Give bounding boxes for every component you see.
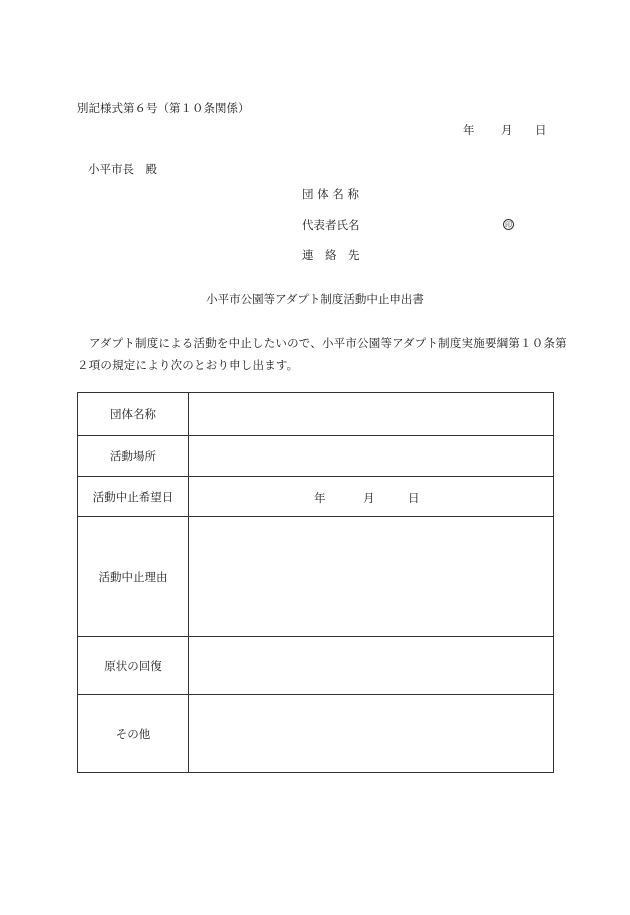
row-label-stop-date: 活動中止希望日 [78, 477, 189, 517]
location-field[interactable] [189, 436, 554, 477]
stop-date-month: 月 [363, 490, 375, 505]
table-row [78, 695, 554, 773]
other-field[interactable] [189, 695, 554, 773]
date-month-label: 月 [501, 123, 513, 137]
table-row [78, 477, 554, 517]
table-row [78, 436, 554, 477]
stop-date-field[interactable] [189, 477, 554, 517]
stop-date-day: 日 [408, 490, 420, 505]
table-row [78, 637, 554, 695]
date-year-label: 年 [463, 123, 475, 137]
document-title: 小平市公園等アダプト制度活動中止申出書 [206, 292, 424, 306]
applicant-group-name-row [302, 187, 359, 201]
representative-label: 代表者氏名 [302, 218, 360, 232]
applicant-contact-row [302, 248, 360, 262]
form-table [77, 392, 554, 773]
applicant-representative-row [302, 218, 360, 232]
contact-label: 連 絡 先 [302, 248, 360, 262]
row-label-group-name: 団体名称 [78, 393, 189, 436]
table-row [78, 517, 554, 637]
date-day-label: 日 [535, 123, 547, 137]
table-row [78, 393, 554, 436]
body-text: アダプト制度による活動を中止したいので、小平市公園等アダプト制度実施要綱第１０条第２項の規定により次のとおり申し出ます。 [77, 336, 567, 372]
reason-field[interactable] [189, 517, 554, 637]
row-label-location: 活動場所 [78, 436, 189, 477]
row-label-other: その他 [78, 695, 189, 773]
row-label-reason: 活動中止理由 [78, 517, 189, 637]
addressee: 小平市長 殿 [88, 162, 157, 176]
seal-icon: 印 [505, 221, 512, 229]
group-name-label: 団 体 名 称 [302, 187, 359, 201]
row-label-restoration: 原状の回復 [78, 637, 189, 695]
stop-date-year: 年 [314, 490, 326, 505]
form-code: 別記様式第６号（第１０条関係） [77, 101, 250, 115]
restoration-field[interactable] [189, 637, 554, 695]
group-name-field[interactable] [189, 393, 554, 436]
